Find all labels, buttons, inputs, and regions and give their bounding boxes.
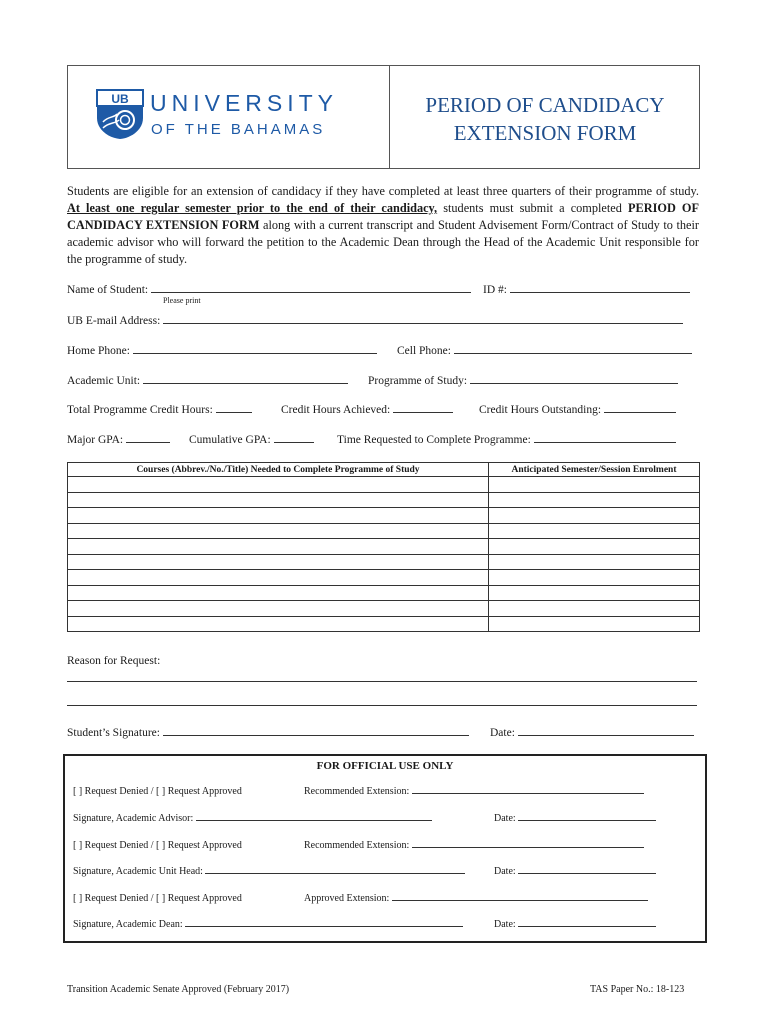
- courses-table-header: [68, 463, 700, 477]
- id-row: [483, 284, 690, 296]
- course-cell[interactable]: [68, 554, 489, 570]
- table-row: [68, 616, 700, 632]
- unit-head-date-field[interactable]: [518, 872, 656, 874]
- email-label: UB E-mail Address:: [67, 315, 161, 327]
- semester-cell[interactable]: [489, 616, 700, 632]
- cell-phone-field[interactable]: [454, 352, 692, 354]
- form-title-line2: EXTENSION FORM: [453, 121, 637, 145]
- student-date-row: [490, 727, 694, 739]
- intro-form-name: PERIOD OF CANDIDACY EXTENSION FORM: [67, 201, 699, 232]
- course-cell[interactable]: [68, 616, 489, 632]
- cell-phone-row: [397, 345, 692, 357]
- course-cell[interactable]: [68, 523, 489, 539]
- cumulative-gpa-label: Cumulative GPA:: [189, 434, 271, 446]
- semester-cell[interactable]: [489, 539, 700, 555]
- intro-deadline: At least one regular semester prior to the end of their candidacy,: [67, 201, 438, 215]
- cumulative-gpa-row: [189, 434, 314, 446]
- semester-column-header: Anticipated Semester/Session Enrolment: [489, 463, 700, 477]
- home-phone-row: [67, 345, 377, 357]
- course-cell[interactable]: [68, 539, 489, 555]
- dean-extension-row: [304, 893, 648, 904]
- home-phone-label: Home Phone:: [67, 345, 130, 357]
- please-print-note: Please print: [163, 296, 201, 305]
- name-row: [67, 284, 471, 296]
- time-requested-row: [337, 434, 676, 446]
- table-row: [68, 492, 700, 508]
- advisor-decision-choices[interactable]: [ ] Request Denied / [ ] Request Approved: [73, 786, 242, 797]
- unit-head-extension-row: [304, 840, 644, 851]
- course-cell[interactable]: [68, 477, 489, 493]
- advisor-extension-label: Recommended Extension:: [304, 786, 410, 797]
- logo-mark: UB: [111, 92, 129, 106]
- intro-part3: students must submit a completed: [437, 201, 628, 215]
- student-date-label: Date:: [490, 727, 515, 739]
- semester-cell[interactable]: [489, 508, 700, 524]
- major-gpa-field[interactable]: [126, 441, 170, 443]
- semester-cell[interactable]: [489, 492, 700, 508]
- reason-label: Reason for Request:: [67, 655, 161, 667]
- dean-date-field[interactable]: [518, 925, 656, 927]
- time-requested-field[interactable]: [534, 441, 676, 443]
- table-row: [68, 523, 700, 539]
- unit-head-signature-label: Signature, Academic Unit Head:: [73, 866, 203, 877]
- programme-field[interactable]: [470, 382, 678, 384]
- table-row: [68, 601, 700, 617]
- advisor-signature-row: [73, 813, 432, 824]
- course-cell[interactable]: [68, 585, 489, 601]
- intro-part5: along with a current transcript and Student Advisement Form/Contract of Study to their academic advisor who will forward the petition to the Academic Dean through the Head of the Academic Unit responsible for the programme of study.: [67, 218, 699, 266]
- unit-head-decision-choices[interactable]: [ ] Request Denied / [ ] Request Approved: [73, 840, 242, 851]
- courses-table-body: [68, 477, 700, 632]
- credits-achieved-field[interactable]: [393, 411, 453, 413]
- course-cell[interactable]: [68, 508, 489, 524]
- advisor-date-row: [494, 813, 656, 824]
- programme-row: [368, 375, 678, 387]
- advisor-extension-field[interactable]: [412, 792, 644, 794]
- student-signature-row: [67, 727, 469, 739]
- advisor-signature-field[interactable]: [196, 819, 432, 821]
- total-credits-field[interactable]: [216, 411, 252, 413]
- dean-signature-row: [73, 919, 463, 930]
- major-gpa-label: Major GPA:: [67, 434, 124, 446]
- intro-paragraph: [67, 183, 699, 268]
- course-cell[interactable]: [68, 492, 489, 508]
- academic-unit-label: Academic Unit:: [67, 375, 141, 387]
- credits-outstanding-field[interactable]: [604, 411, 676, 413]
- unit-head-signature-field[interactable]: [205, 872, 465, 874]
- footer-approval-note: Transition Academic Senate Approved (February 2017): [67, 984, 290, 995]
- courses-column-header: Courses (Abbrev./No./Title) Needed to Complete Programme of Study: [68, 463, 489, 477]
- unit-head-extension-label: Recommended Extension:: [304, 840, 410, 851]
- email-row: [67, 315, 683, 327]
- course-cell[interactable]: [68, 570, 489, 586]
- semester-cell[interactable]: [489, 585, 700, 601]
- id-label: ID #:: [483, 284, 507, 296]
- course-cell[interactable]: [68, 601, 489, 617]
- semester-cell[interactable]: [489, 523, 700, 539]
- dean-extension-label: Approved Extension:: [304, 893, 390, 904]
- semester-cell[interactable]: [489, 601, 700, 617]
- email-field[interactable]: [163, 322, 683, 324]
- table-row: [68, 554, 700, 570]
- reason-line-2[interactable]: [67, 705, 697, 706]
- dean-signature-label: Signature, Academic Dean:: [73, 919, 183, 930]
- major-gpa-row: [67, 434, 170, 446]
- table-row: [68, 570, 700, 586]
- form-title-line1: PERIOD OF CANDIDACY: [425, 93, 665, 117]
- advisor-extension-row: [304, 786, 644, 797]
- home-phone-field[interactable]: [133, 352, 377, 354]
- programme-label: Programme of Study:: [368, 375, 468, 387]
- cumulative-gpa-field[interactable]: [274, 441, 314, 443]
- table-row: [68, 508, 700, 524]
- time-requested-label: Time Requested to Complete Programme:: [337, 434, 531, 446]
- name-field[interactable]: [151, 291, 471, 293]
- unit-head-extension-field[interactable]: [412, 846, 644, 848]
- semester-cell[interactable]: [489, 554, 700, 570]
- student-date-field[interactable]: [518, 734, 694, 736]
- academic-unit-row: [67, 375, 348, 387]
- dean-decision-choices[interactable]: [ ] Request Denied / [ ] Request Approved: [73, 893, 242, 904]
- student-signature-label: Student’s Signature:: [67, 727, 160, 739]
- credits-achieved-row: [281, 404, 453, 416]
- semester-cell[interactable]: [489, 477, 700, 493]
- dean-signature-field[interactable]: [185, 925, 463, 927]
- student-signature-field[interactable]: [163, 734, 469, 736]
- dean-date-row: [494, 919, 656, 930]
- ub-shield-icon: [95, 88, 145, 140]
- university-word: UNIVERSITY: [150, 90, 339, 116]
- credits-achieved-label: Credit Hours Achieved:: [281, 404, 391, 416]
- unit-head-date-label: Date:: [494, 866, 516, 877]
- name-label: Name of Student:: [67, 284, 149, 296]
- ub-logo: [95, 88, 145, 145]
- advisor-date-label: Date:: [494, 813, 516, 824]
- unit-head-signature-row: [73, 866, 465, 877]
- advisor-signature-label: Signature, Academic Advisor:: [73, 813, 194, 824]
- dean-extension-field[interactable]: [392, 899, 648, 901]
- cell-phone-label: Cell Phone:: [397, 345, 451, 357]
- intro-part1: Students are eligible for an extension of candidacy if they have completed at least three quarters of their programme of study.: [67, 184, 699, 198]
- advisor-date-field[interactable]: [518, 819, 656, 821]
- total-credits-row: [67, 404, 252, 416]
- official-use-title: FOR OFFICIAL USE ONLY: [316, 760, 454, 772]
- credits-outstanding-label: Credit Hours Outstanding:: [479, 404, 602, 416]
- footer-paper-number: TAS Paper No.: 18-123: [590, 984, 685, 995]
- form-title: [390, 91, 700, 147]
- university-subtitle: OF THE BAHAMAS: [151, 121, 326, 138]
- table-row: [68, 585, 700, 601]
- courses-table: [67, 462, 700, 632]
- semester-cell[interactable]: [489, 570, 700, 586]
- credits-outstanding-row: [479, 404, 676, 416]
- total-credits-label: Total Programme Credit Hours:: [67, 404, 213, 416]
- id-field[interactable]: [510, 291, 690, 293]
- table-row: [68, 477, 700, 493]
- unit-head-date-row: [494, 866, 656, 877]
- table-row: [68, 539, 700, 555]
- academic-unit-field[interactable]: [143, 382, 348, 384]
- dean-date-label: Date:: [494, 919, 516, 930]
- reason-line-1[interactable]: [67, 681, 697, 682]
